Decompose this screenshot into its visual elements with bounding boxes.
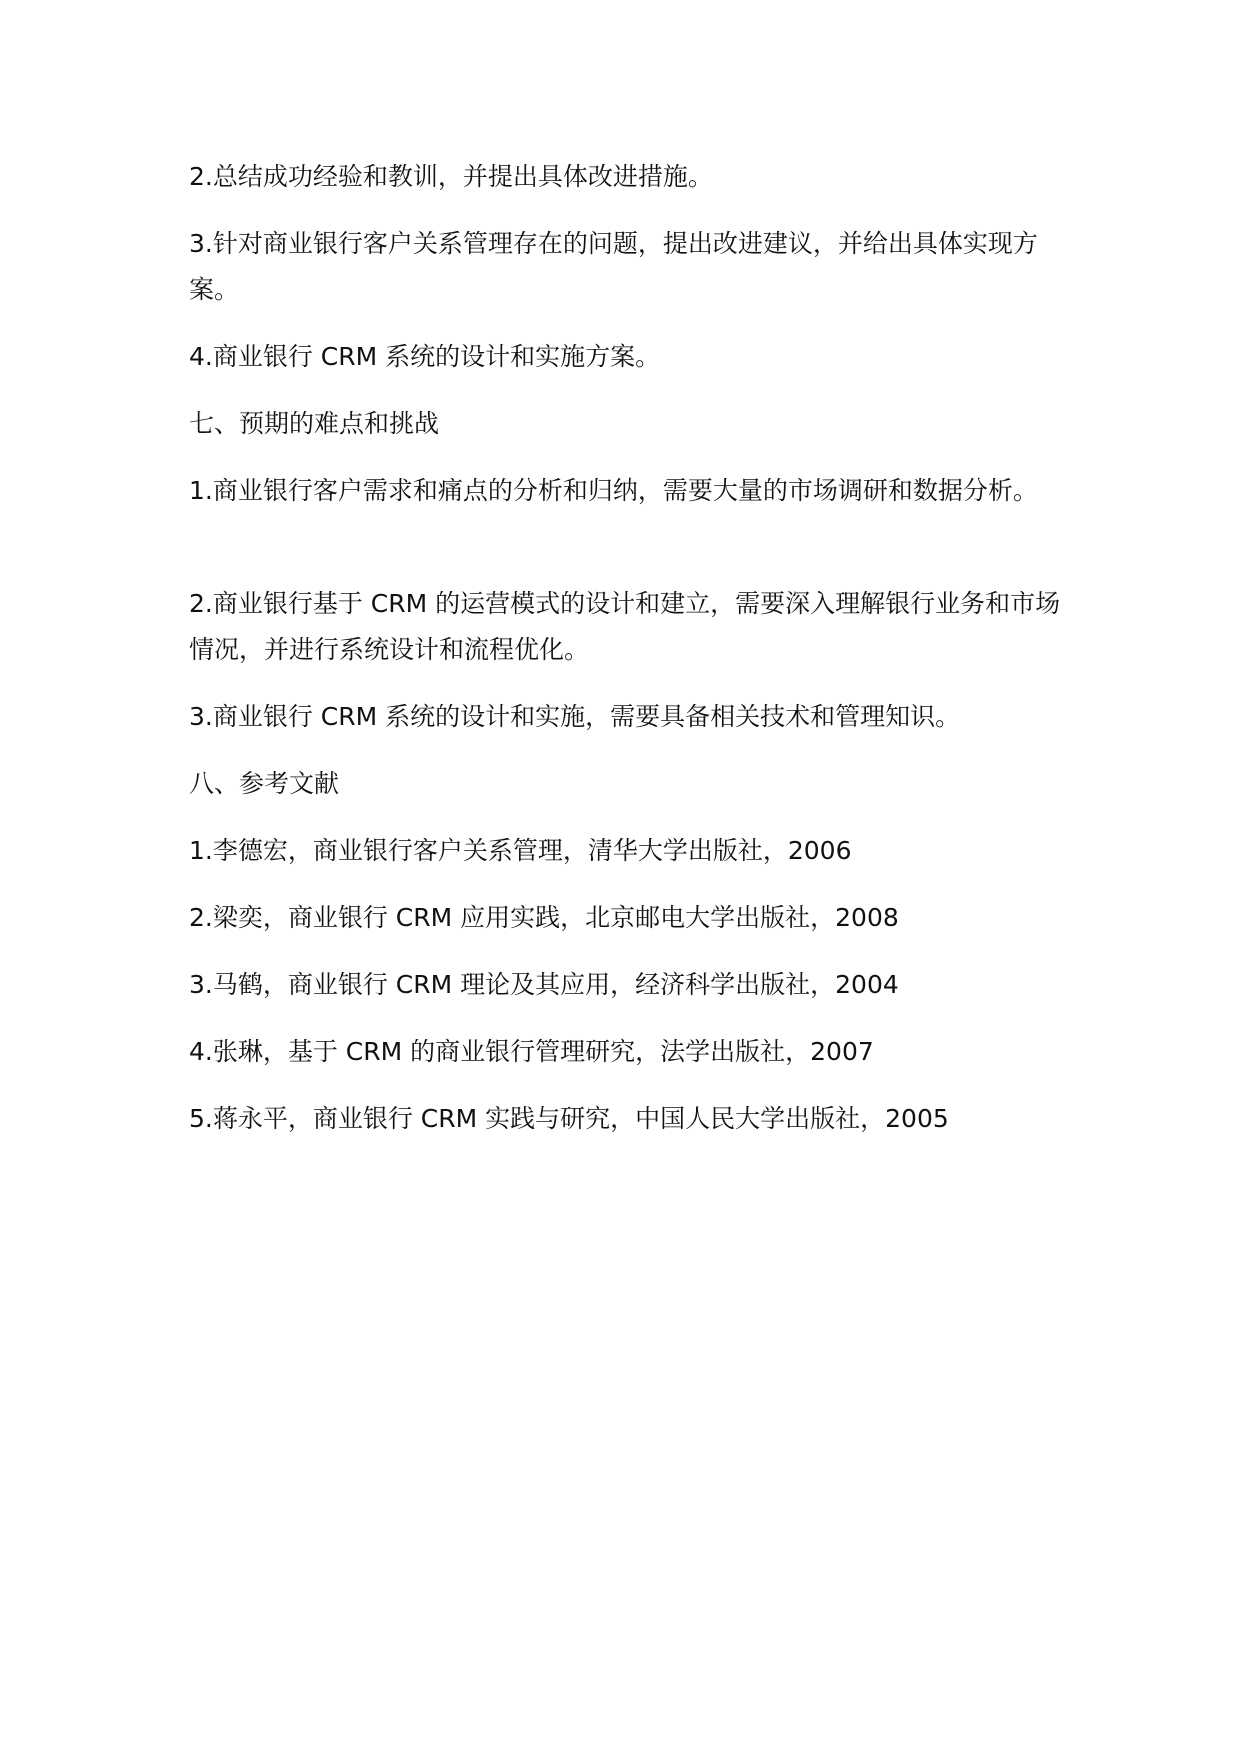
- reference-item-5: 5.蒋永平，商业银行 CRM 实践与研究，中国人民大学出版社，2005: [189, 1104, 949, 1133]
- section-heading-difficulties: 七、预期的难点和挑战: [189, 409, 440, 438]
- paragraph-summary-lessons: 2.总结成功经验和教训，并提出具体改进措施。: [189, 162, 713, 191]
- paragraph-crm-system-plan: 4.商业银行 CRM 系统的设计和实施方案。: [189, 342, 661, 371]
- paragraph-difficulty-1: 1.商业银行客户需求和痛点的分析和归纳，需要大量的市场调研和数据分析。: [189, 476, 1038, 505]
- reference-item-3: 3.马鹤，商业银行 CRM 理论及其应用，经济科学出版社，2004: [189, 970, 899, 999]
- paragraph-difficulty-2: 2.商业银行基于 CRM 的运营模式的设计和建立，需要深入理解银行业务和市场情况，并进行系统设计和流程优化。: [189, 589, 1061, 664]
- reference-item-4: 4.张琳，基于 CRM 的商业银行管理研究，法学出版社，2007: [189, 1037, 874, 1066]
- reference-item-1: 1.李德宏，商业银行客户关系管理，清华大学出版社，2006: [189, 836, 852, 865]
- paragraph-difficulty-3: 3.商业银行 CRM 系统的设计和实施，需要具备相关技术和管理知识。: [189, 702, 961, 731]
- document-page: [189, 154, 1069, 1163]
- section-heading-references: 八、参考文献: [189, 769, 340, 798]
- reference-item-2: 2.梁奕，商业银行 CRM 应用实践，北京邮电大学出版社，2008: [189, 903, 899, 932]
- paragraph-improvement-suggestions: 3.针对商业银行客户关系管理存在的问题，提出改进建议，并给出具体实现方案。: [189, 229, 1038, 304]
